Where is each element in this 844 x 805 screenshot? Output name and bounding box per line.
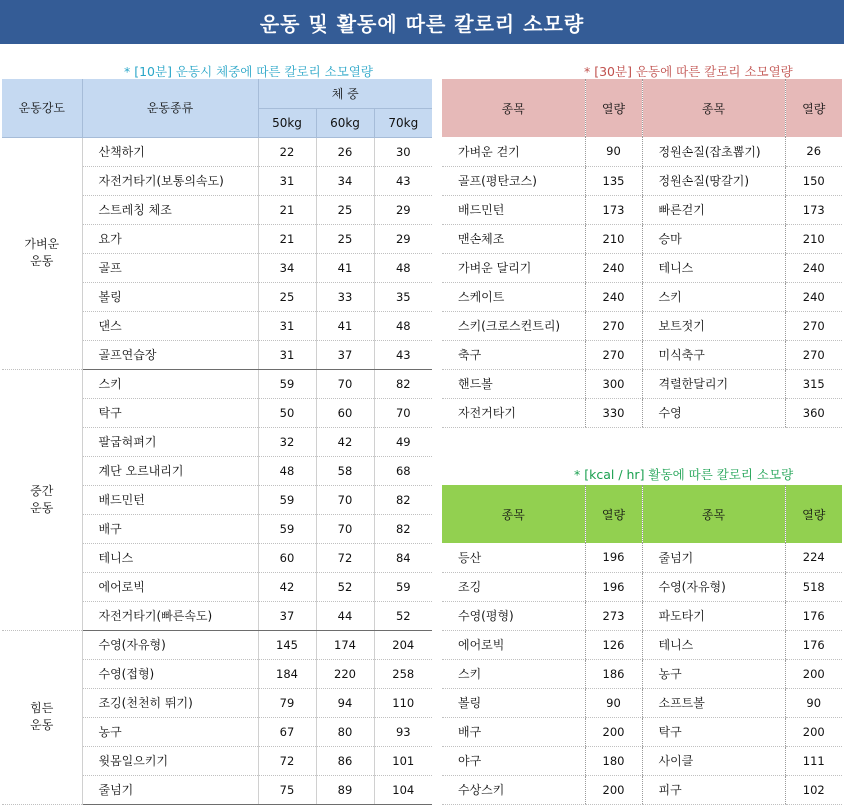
activity-name: 미식축구	[642, 340, 785, 369]
table-row	[442, 746, 842, 775]
activity-name: 보트젓기	[642, 311, 785, 340]
calorie-60kg: 44	[316, 601, 374, 630]
activity-calorie: 200	[785, 659, 842, 688]
table-row	[442, 166, 842, 195]
activity-calorie: 90	[585, 688, 642, 717]
weight-calorie-table	[2, 79, 432, 805]
table-row	[442, 311, 842, 340]
calorie-70kg: 52	[374, 601, 432, 630]
activity-name: 줄넘기	[642, 543, 785, 572]
header-item-2: 종목	[642, 485, 785, 543]
activity-calorie: 210	[785, 224, 842, 253]
calorie-70kg: 110	[374, 688, 432, 717]
calorie-50kg: 75	[258, 775, 316, 804]
table-row	[442, 369, 842, 398]
calorie-60kg: 72	[316, 543, 374, 572]
header-70kg: 70kg	[374, 108, 432, 137]
exercise-name: 스트레칭 체조	[82, 195, 258, 224]
calorie-70kg: 68	[374, 456, 432, 485]
calorie-70kg: 35	[374, 282, 432, 311]
activity-calorie: 126	[585, 630, 642, 659]
calorie-70kg: 82	[374, 485, 432, 514]
intensity-group-label	[2, 630, 82, 804]
calorie-70kg: 82	[374, 514, 432, 543]
calorie-50kg: 34	[258, 253, 316, 282]
calorie-70kg: 59	[374, 572, 432, 601]
table-row	[442, 224, 842, 253]
exercise-name: 댄스	[82, 311, 258, 340]
calorie-50kg: 31	[258, 340, 316, 369]
table-row	[442, 253, 842, 282]
exercise-name: 자전거타기(빠른속도)	[82, 601, 258, 630]
calorie-70kg: 43	[374, 166, 432, 195]
activity-name: 정원손질(땅갈기)	[642, 166, 785, 195]
calorie-60kg: 25	[316, 224, 374, 253]
calorie-50kg: 37	[258, 601, 316, 630]
activity-name: 볼링	[442, 688, 585, 717]
left-table-subtitle: * [10분] 운동시 체중에 따른 칼로리 소모열량	[124, 64, 373, 79]
exercise-name: 배드민턴	[82, 485, 258, 514]
table-row	[442, 659, 842, 688]
calorie-60kg: 220	[316, 659, 374, 688]
exercise-name: 골프연습장	[82, 340, 258, 369]
activity-calorie: 200	[785, 717, 842, 746]
activity-calorie: 90	[585, 137, 642, 166]
activity-name: 테니스	[642, 253, 785, 282]
activity-name: 에어로빅	[442, 630, 585, 659]
table-row	[2, 630, 432, 659]
activity-calorie: 270	[785, 311, 842, 340]
exercise-name: 수영(자유형)	[82, 630, 258, 659]
activity-name: 맨손체조	[442, 224, 585, 253]
calorie-50kg: 67	[258, 717, 316, 746]
header-calorie-2: 열량	[785, 485, 842, 543]
header-weight: 체 중	[258, 79, 432, 108]
calorie-60kg: 26	[316, 137, 374, 166]
activity-name: 수상스키	[442, 775, 585, 804]
exercise-name: 테니스	[82, 543, 258, 572]
activity-name: 소프트볼	[642, 688, 785, 717]
activity-name: 핸드볼	[442, 369, 585, 398]
calorie-50kg: 184	[258, 659, 316, 688]
calorie-70kg: 48	[374, 311, 432, 340]
intensity-group-line: 힘든	[30, 701, 54, 715]
intensity-group-line: 운동	[30, 718, 54, 732]
calorie-50kg: 22	[258, 137, 316, 166]
activity-calorie: 300	[585, 369, 642, 398]
calorie-60kg: 42	[316, 427, 374, 456]
calorie-50kg: 25	[258, 282, 316, 311]
table-row	[2, 137, 432, 166]
header-item-1: 종목	[442, 79, 585, 137]
activity-calorie: 240	[585, 282, 642, 311]
activity-calorie: 240	[785, 253, 842, 282]
thirty-table-subtitle: * [30분] 운동에 따른 칼로리 소모열량	[584, 64, 793, 79]
header-60kg: 60kg	[316, 108, 374, 137]
activity-name: 빠른걷기	[642, 195, 785, 224]
calorie-60kg: 58	[316, 456, 374, 485]
table-row	[442, 398, 842, 427]
calorie-60kg: 70	[316, 514, 374, 543]
activity-calorie: 196	[585, 572, 642, 601]
calorie-70kg: 29	[374, 195, 432, 224]
calorie-50kg: 59	[258, 369, 316, 398]
calorie-60kg: 60	[316, 398, 374, 427]
activity-name: 스키(크로스컨트리)	[442, 311, 585, 340]
activity-calorie: 360	[785, 398, 842, 427]
exercise-name: 계단 오르내리기	[82, 456, 258, 485]
activity-calorie: 200	[585, 717, 642, 746]
activity-name: 야구	[442, 746, 585, 775]
activity-name: 파도타기	[642, 601, 785, 630]
header-intensity: 운동강도	[2, 79, 82, 137]
calorie-70kg: 70	[374, 398, 432, 427]
activity-name: 승마	[642, 224, 785, 253]
activity-calorie: 150	[785, 166, 842, 195]
exercise-name: 팔굽혀펴기	[82, 427, 258, 456]
calorie-50kg: 32	[258, 427, 316, 456]
exercise-name: 윗몸일으키기	[82, 746, 258, 775]
exercise-name: 줄넘기	[82, 775, 258, 804]
calorie-50kg: 21	[258, 224, 316, 253]
calorie-60kg: 94	[316, 688, 374, 717]
intensity-group-label	[2, 369, 82, 630]
calorie-70kg: 84	[374, 543, 432, 572]
calorie-60kg: 41	[316, 311, 374, 340]
kcal-hour-table	[442, 485, 842, 805]
activity-name: 가벼운 달리기	[442, 253, 585, 282]
intensity-group-line: 중간	[30, 483, 54, 498]
activity-calorie: 90	[785, 688, 842, 717]
calorie-60kg: 70	[316, 485, 374, 514]
calorie-70kg: 43	[374, 340, 432, 369]
activity-calorie: 186	[585, 659, 642, 688]
calorie-70kg: 204	[374, 630, 432, 659]
activity-calorie: 111	[785, 746, 842, 775]
calorie-50kg: 21	[258, 195, 316, 224]
calorie-50kg: 72	[258, 746, 316, 775]
table-row	[442, 543, 842, 572]
header-exercise-type: 운동종류	[82, 79, 258, 137]
activity-calorie: 270	[585, 311, 642, 340]
calorie-50kg: 31	[258, 166, 316, 195]
kcal-table-subtitle: * [kcal / hr] 활동에 따른 칼로리 소모량	[574, 467, 794, 482]
activity-name: 피구	[642, 775, 785, 804]
activity-name: 수영(평형)	[442, 601, 585, 630]
calorie-70kg: 101	[374, 746, 432, 775]
table-row	[442, 195, 842, 224]
calorie-50kg: 59	[258, 514, 316, 543]
activity-name: 격렬한달리기	[642, 369, 785, 398]
exercise-name: 에어로빅	[82, 572, 258, 601]
activity-calorie: 102	[785, 775, 842, 804]
exercise-name: 농구	[82, 717, 258, 746]
activity-calorie: 330	[585, 398, 642, 427]
calorie-70kg: 104	[374, 775, 432, 804]
table-row	[442, 340, 842, 369]
calorie-70kg: 29	[374, 224, 432, 253]
header-calorie-1: 열량	[585, 79, 642, 137]
intensity-group-line: 운동	[30, 500, 54, 515]
intensity-group-line: 가벼운	[24, 237, 60, 251]
calorie-70kg: 82	[374, 369, 432, 398]
calorie-50kg: 50	[258, 398, 316, 427]
exercise-name: 탁구	[82, 398, 258, 427]
activity-calorie: 200	[585, 775, 642, 804]
calorie-50kg: 31	[258, 311, 316, 340]
calorie-60kg: 89	[316, 775, 374, 804]
activity-calorie: 135	[585, 166, 642, 195]
activity-name: 탁구	[642, 717, 785, 746]
activity-calorie: 196	[585, 543, 642, 572]
exercise-name: 스키	[82, 369, 258, 398]
intensity-group-line: 운동	[30, 254, 54, 268]
activity-name: 축구	[442, 340, 585, 369]
exercise-name: 골프	[82, 253, 258, 282]
page-title: 운동 및 활동에 따른 칼로리 소모량	[0, 0, 844, 44]
calorie-70kg: 30	[374, 137, 432, 166]
activity-name: 테니스	[642, 630, 785, 659]
exercise-name: 자전거타기(보통의속도)	[82, 166, 258, 195]
calorie-50kg: 48	[258, 456, 316, 485]
calorie-50kg: 60	[258, 543, 316, 572]
calorie-60kg: 34	[316, 166, 374, 195]
calorie-60kg: 174	[316, 630, 374, 659]
activity-calorie: 180	[585, 746, 642, 775]
table-row	[442, 775, 842, 804]
header-calorie-1: 열량	[585, 485, 642, 543]
activity-calorie: 315	[785, 369, 842, 398]
calorie-70kg: 48	[374, 253, 432, 282]
table-row	[442, 137, 842, 166]
activity-name: 농구	[642, 659, 785, 688]
activity-calorie: 26	[785, 137, 842, 166]
intensity-group-label	[2, 137, 82, 369]
calorie-60kg: 70	[316, 369, 374, 398]
activity-name: 조깅	[442, 572, 585, 601]
exercise-name: 요가	[82, 224, 258, 253]
activity-name: 배구	[442, 717, 585, 746]
activity-calorie: 224	[785, 543, 842, 572]
header-item-2: 종목	[642, 79, 785, 137]
activity-calorie: 240	[585, 253, 642, 282]
calorie-60kg: 25	[316, 195, 374, 224]
table-row	[442, 601, 842, 630]
activity-name: 스키	[442, 659, 585, 688]
activity-name: 배드민턴	[442, 195, 585, 224]
activity-calorie: 173	[585, 195, 642, 224]
activity-calorie: 270	[785, 340, 842, 369]
table-row	[442, 282, 842, 311]
calorie-70kg: 258	[374, 659, 432, 688]
exercise-name: 산책하기	[82, 137, 258, 166]
header-50kg: 50kg	[258, 108, 316, 137]
header-calorie-2: 열량	[785, 79, 842, 137]
calorie-70kg: 49	[374, 427, 432, 456]
activity-name: 스키	[642, 282, 785, 311]
calorie-60kg: 37	[316, 340, 374, 369]
activity-name: 수영(자유형)	[642, 572, 785, 601]
calorie-60kg: 80	[316, 717, 374, 746]
activity-calorie: 173	[785, 195, 842, 224]
activity-calorie: 518	[785, 572, 842, 601]
calorie-60kg: 86	[316, 746, 374, 775]
activity-name: 정원손질(잡초뽑기)	[642, 137, 785, 166]
thirty-minute-table	[442, 79, 842, 428]
activity-name: 수영	[642, 398, 785, 427]
activity-name: 자전거타기	[442, 398, 585, 427]
calorie-60kg: 52	[316, 572, 374, 601]
activity-name: 등산	[442, 543, 585, 572]
activity-calorie: 210	[585, 224, 642, 253]
activity-name: 사이클	[642, 746, 785, 775]
calorie-60kg: 33	[316, 282, 374, 311]
exercise-name: 수영(접형)	[82, 659, 258, 688]
table-row	[442, 572, 842, 601]
activity-calorie: 176	[785, 630, 842, 659]
table-row	[442, 630, 842, 659]
exercise-name: 조깅(천천히 뛰기)	[82, 688, 258, 717]
activity-calorie: 176	[785, 601, 842, 630]
calorie-50kg: 79	[258, 688, 316, 717]
calorie-50kg: 59	[258, 485, 316, 514]
activity-name: 골프(평탄코스)	[442, 166, 585, 195]
activity-calorie: 273	[585, 601, 642, 630]
table-row	[2, 369, 432, 398]
activity-calorie: 270	[585, 340, 642, 369]
activity-calorie: 240	[785, 282, 842, 311]
exercise-name: 볼링	[82, 282, 258, 311]
table-row	[442, 688, 842, 717]
calorie-50kg: 145	[258, 630, 316, 659]
calorie-60kg: 41	[316, 253, 374, 282]
activity-name: 가벼운 걷기	[442, 137, 585, 166]
header-item-1: 종목	[442, 485, 585, 543]
calorie-70kg: 93	[374, 717, 432, 746]
exercise-name: 배구	[82, 514, 258, 543]
table-row	[442, 717, 842, 746]
calorie-50kg: 42	[258, 572, 316, 601]
activity-name: 스케이트	[442, 282, 585, 311]
